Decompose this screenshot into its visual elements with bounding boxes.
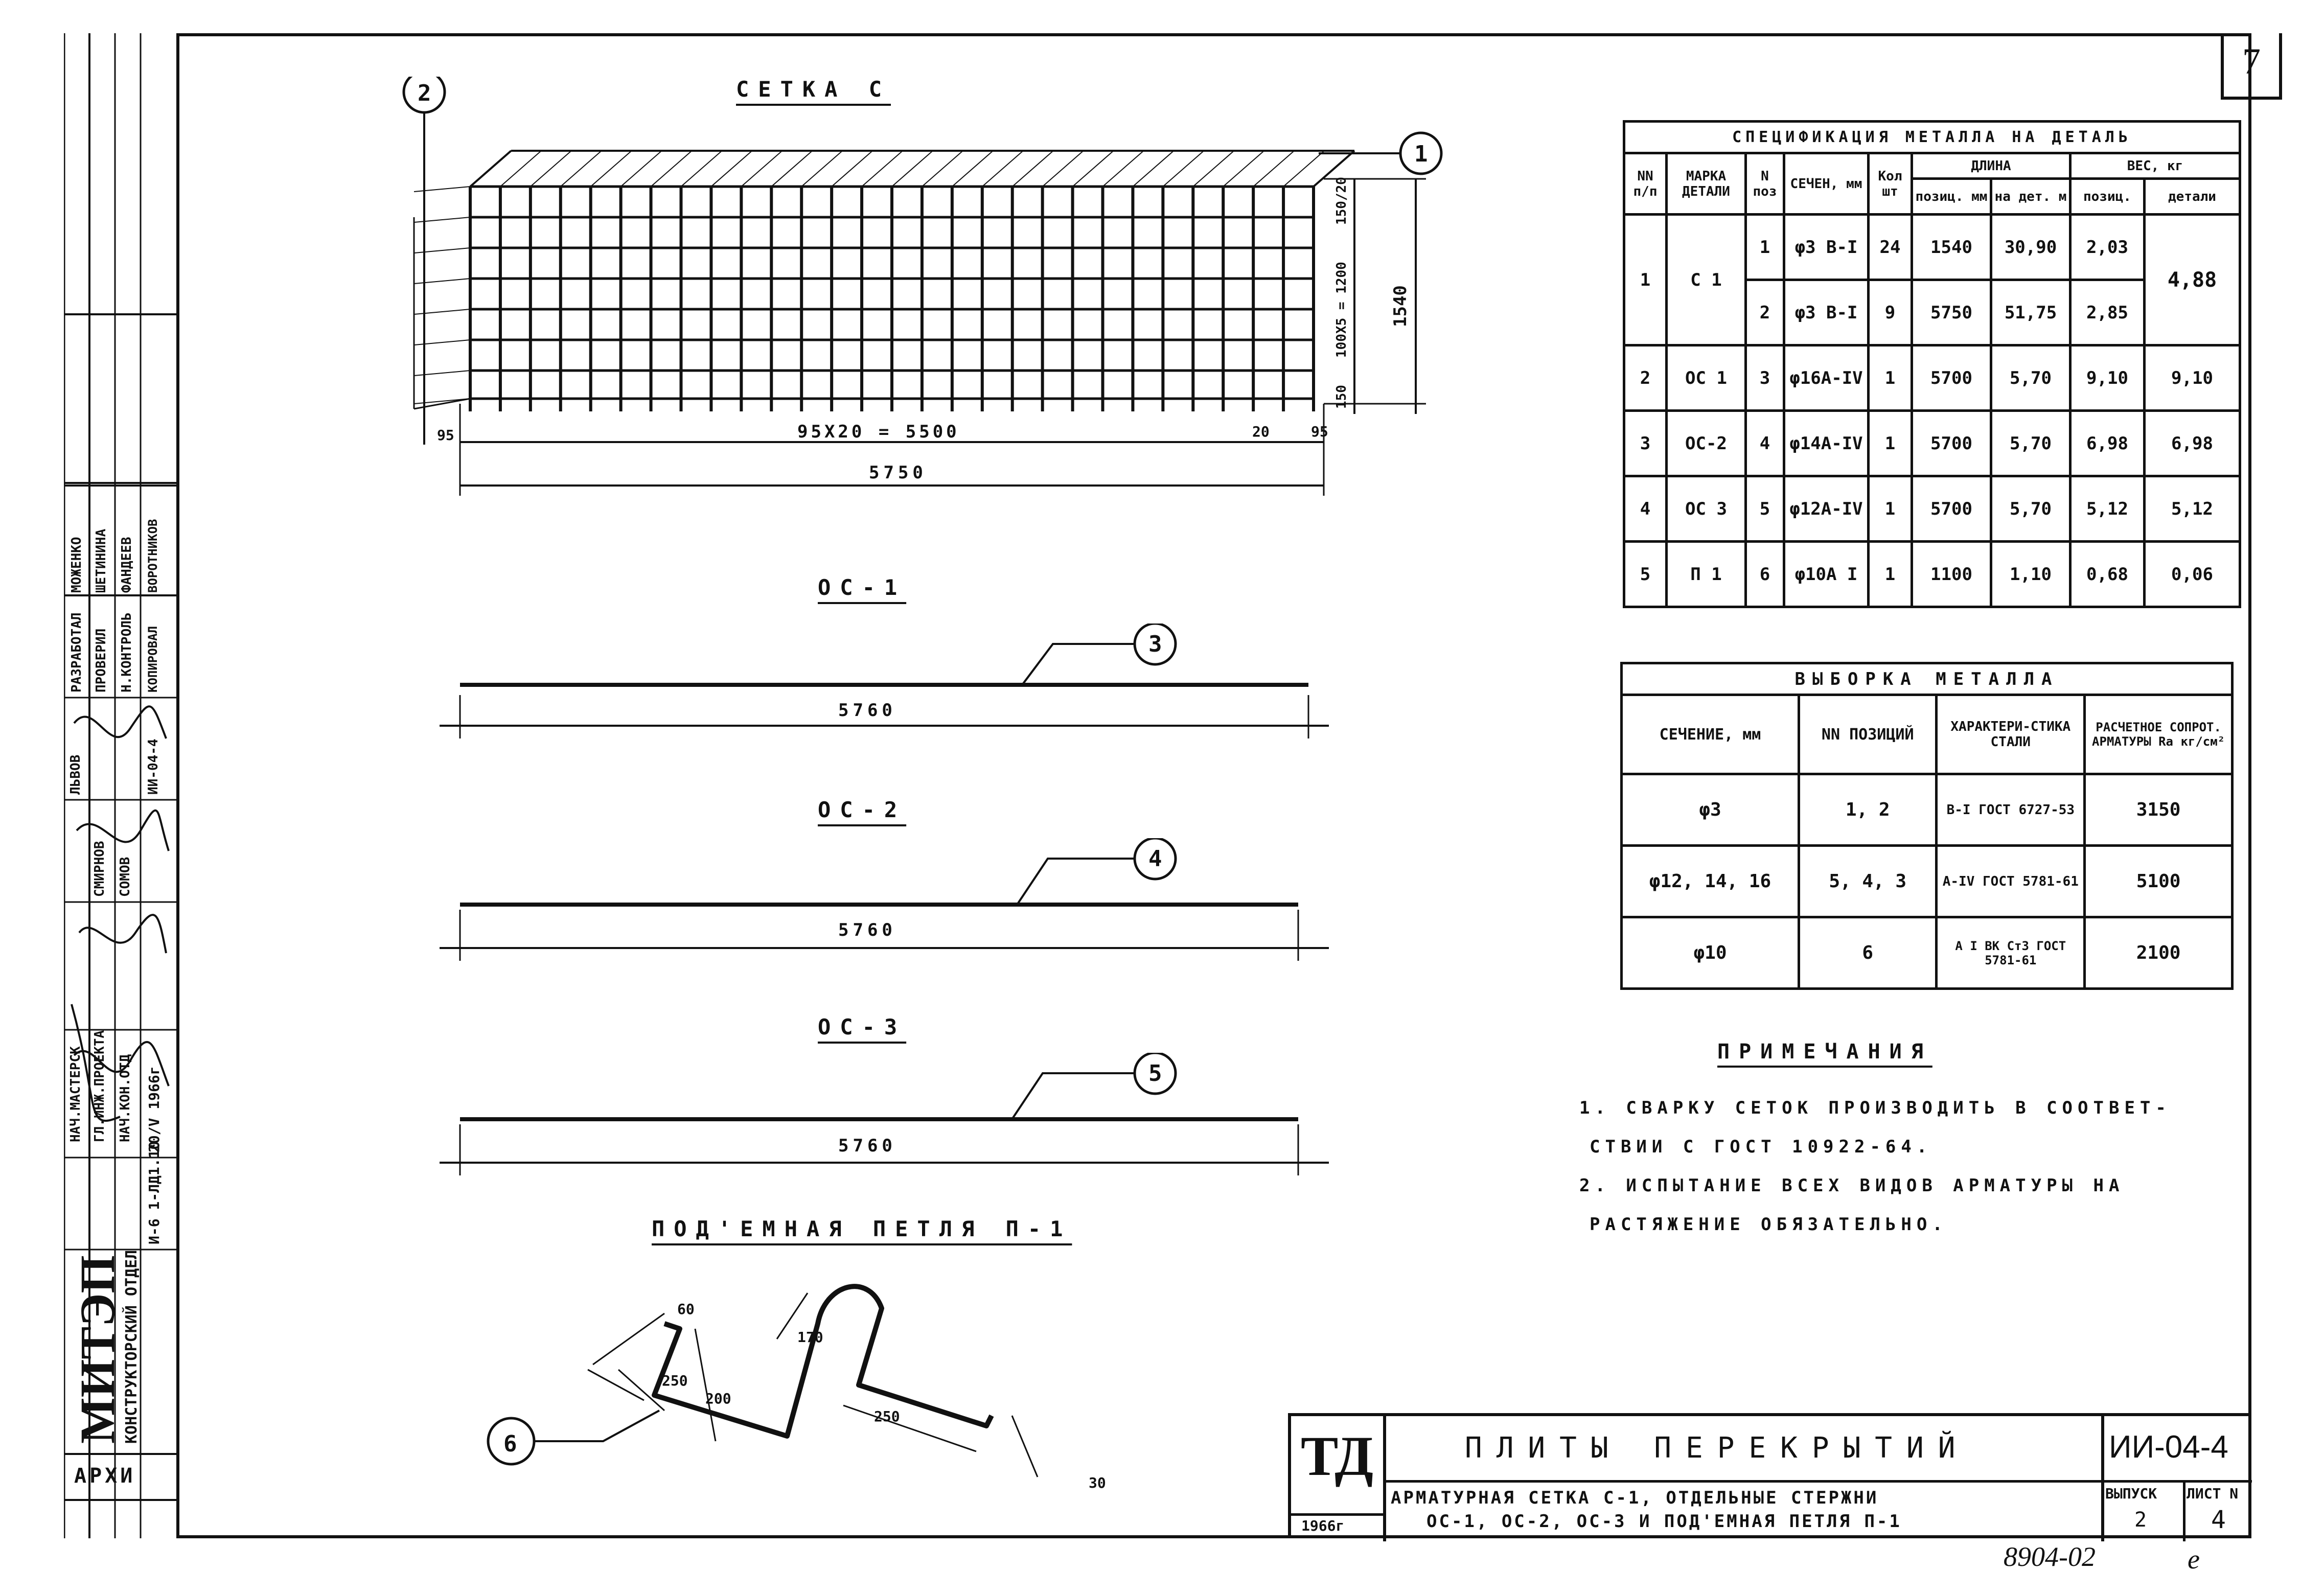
spec-h-pos: N поз (1746, 153, 1784, 215)
loop-dim-250b: 250 (874, 1408, 900, 1425)
sheet-number-box (2221, 33, 2282, 100)
mesh-wire (621, 151, 662, 187)
mesh-dim-right-top: 150/20 (1334, 177, 1349, 225)
bar-os1-title: ОС-1 (818, 575, 907, 600)
mesh-wire (1253, 151, 1294, 187)
mesh-wire (561, 151, 602, 187)
loop-dim-200: 200 (705, 1390, 731, 1407)
spec-cell-qty: 1 (1869, 476, 1912, 542)
handwritten-number: 8904-02 (2004, 1541, 2096, 1572)
spec-h-section: СЕЧЕН, мм (1784, 153, 1869, 215)
spec-cell-qty: 1 (1869, 542, 1912, 607)
mesh-wire (711, 151, 752, 187)
spec-cell-w-det: 0,06 (2145, 542, 2240, 607)
sample-cell-steel: В-I ГОСТ 6727-53 (1937, 774, 2085, 846)
mesh-dim-right-total: 1540 (1390, 285, 1411, 327)
loop-dim-170: 170 (797, 1329, 823, 1346)
sample-cell-steel: А I ВК Ст3 ГОСТ 5781-61 (1937, 917, 2085, 989)
mesh-wire (1103, 151, 1144, 187)
sample-cell-section: φ10 (1622, 917, 1799, 989)
mesh-wire (414, 371, 470, 376)
stamp-name-5: ФАНДЕЕВ (119, 537, 134, 593)
mesh-wire (414, 217, 470, 222)
spec-cell-section: φ3 В-I (1784, 215, 1869, 280)
mesh-wire (681, 151, 722, 187)
spec-h-len-det: на дет. м (1991, 179, 2070, 215)
sample-row-3 (1622, 917, 2233, 989)
bar-os2-callout: 4 (1148, 846, 1162, 872)
sample-table-title: ВЫБОРКА МЕТАЛЛА (1622, 663, 2233, 695)
title-main: ПЛИТЫ ПЕРЕКРЫТИЙ (1465, 1431, 1970, 1465)
mesh-wire (741, 151, 782, 187)
spec-cell-w-det: 4,88 (2145, 215, 2240, 345)
spec-cell-pos: 1 (1746, 215, 1784, 280)
stamp-name-0: ЛЬВОВ (68, 754, 83, 795)
spec-cell-w-pos: 6,98 (2070, 411, 2145, 476)
stamp-role-4: ПРОВЕРИЛ (94, 628, 109, 692)
spec-cell-pos: 3 (1746, 345, 1784, 411)
stamp-role-5: Н.КОНТРОЛЬ (119, 612, 134, 692)
sample-cell-positions: 1, 2 (1799, 774, 1937, 846)
spec-cell-len-det: 5,70 (1991, 476, 2070, 542)
spec-cell-mark: ОС 1 (1667, 345, 1746, 411)
spec-cell-w-pos: 9,10 (2070, 345, 2145, 411)
spec-table (1623, 120, 2241, 608)
loop-dim-60: 60 (677, 1301, 695, 1318)
mesh-wire (1163, 151, 1204, 187)
title-block (1288, 1413, 2249, 1538)
stamp-role-0: НАЧ.МАСТЕРСК (68, 1046, 83, 1142)
mesh-wire (1043, 151, 1084, 187)
spec-cell-nn: 5 (1624, 542, 1667, 607)
spec-row-4 (1624, 476, 2240, 542)
title-subtitle-2: ОС-1, ОС-2, ОС-3 И ПОД'ЕМНАЯ ПЕТЛЯ П-1 (1426, 1511, 1902, 1532)
mesh-wire (651, 151, 692, 187)
spec-cell-w-pos: 5,12 (2070, 476, 2145, 542)
title-code: ИИ-04-4 (2109, 1429, 2228, 1465)
spec-cell-qty: 1 (1869, 411, 1912, 476)
spec-h-w-det: детали (2145, 179, 2240, 215)
mesh-wire (801, 151, 842, 187)
stamp-name-6: ВОРОТНИКОВ (146, 519, 160, 593)
title-sheet-label: ЛИСТ N (2187, 1485, 2239, 1502)
bar-os1-drawing (440, 623, 1329, 741)
mesh-wire (982, 151, 1023, 187)
sample-cell-section: φ12, 14, 16 (1622, 846, 1799, 917)
spec-cell-len-det: 5,70 (1991, 345, 2070, 411)
callout-1-label: 1 (1414, 141, 1428, 167)
spec-h-length: ДЛИНА (1912, 153, 2070, 179)
stamp-code: И-6 1-ЛД1.10 (146, 1141, 163, 1244)
bar-os3-callout: 5 (1148, 1060, 1162, 1087)
spec-cell-pos: 5 (1746, 476, 1784, 542)
spec-cell-section: φ3 В-I (1784, 280, 1869, 345)
spec-cell-len-pos: 1540 (1912, 215, 1991, 280)
sample-cell-positions: 6 (1799, 917, 1937, 989)
bar-os2-drawing (440, 838, 1329, 966)
sample-table (1620, 662, 2234, 990)
stamp-role-1: ГЛ.ИНЖ.ПРОЕКТА (92, 1030, 107, 1142)
note-line-2: СТВИИ С ГОСТ 10922-64. (1590, 1137, 1932, 1157)
sample-row-2 (1622, 846, 2233, 917)
title-subtitle-1: АРМАТУРНАЯ СЕТКА С-1, ОТДЕЛЬНЫЕ СТЕРЖНИ (1391, 1488, 1879, 1508)
sample-h-positions: NN ПОЗИЦИЙ (1799, 695, 1937, 774)
loop-drawing (450, 1252, 1165, 1528)
mesh-wire (892, 151, 933, 187)
mesh-wire (1193, 151, 1234, 187)
spec-cell-len-pos: 5750 (1912, 280, 1991, 345)
spec-h-mark: МАРКА ДЕТАЛИ (1667, 153, 1746, 215)
loop-title: ПОД'ЕМНАЯ ПЕТЛЯ П-1 (652, 1216, 1072, 1241)
bar-os1-length: 5760 (838, 700, 896, 721)
mesh-wire (591, 151, 632, 187)
notes-list (1579, 1089, 2171, 1244)
spec-h-weight: ВЕС, кг (2070, 153, 2240, 179)
handwritten-letter: е (2188, 1544, 2200, 1575)
spec-cell-mark: ОС 3 (1667, 476, 1746, 542)
spec-cell-pos: 4 (1746, 411, 1784, 476)
sample-cell-resist: 2100 (2085, 917, 2233, 989)
spec-cell-nn: 2 (1624, 345, 1667, 411)
mesh-dim-right-bottom: 150 (1334, 385, 1349, 409)
mesh-dim-right-mid: 100Х5 = 1200 (1334, 262, 1349, 358)
stamp-name-1: СМИРНОВ (92, 841, 107, 897)
sample-h-resist: РАСЧЕТНОЕ СОПРОТ. АРМАТУРЫ Ra кг/см² (2085, 695, 2233, 774)
left-stamp (64, 33, 176, 1538)
sample-cell-steel: А-IV ГОСТ 5781-61 (1937, 846, 2085, 917)
stamp-sheet-ref: ИИ-04-4 (146, 738, 161, 795)
note-line-1: 1. СВАРКУ СЕТОК ПРОИЗВОДИТЬ В СООТВЕТ- (1579, 1098, 2171, 1118)
mesh-dim-total: 5750 (869, 463, 927, 483)
title-issue: 2 (2134, 1508, 2147, 1532)
spec-cell-nn: 4 (1624, 476, 1667, 542)
loop-dim-250a: 250 (662, 1372, 688, 1389)
sample-cell-resist: 3150 (2085, 774, 2233, 846)
stamp-name-4: ШЕТИНИНА (94, 528, 109, 593)
bar-os2-length: 5760 (838, 920, 896, 940)
spec-cell-nn: 1 (1624, 215, 1667, 345)
spec-h-w-pos: позиц. (2070, 179, 2145, 215)
title-logo: ТД (1300, 1425, 1374, 1487)
spec-cell-section: φ16А-IV (1784, 345, 1869, 411)
mesh-wire (1223, 151, 1264, 187)
title-sheet: 4 (2211, 1506, 2226, 1534)
spec-table-title: СПЕЦИФИКАЦИЯ МЕТАЛЛА НА ДЕТАЛЬ (1624, 122, 2240, 153)
title-issue-label: ВЫПУСК (2105, 1485, 2157, 1502)
mesh-wire (414, 187, 470, 192)
spec-cell-len-pos: 5700 (1912, 476, 1991, 542)
stamp-name-3: МОЖЕНКО (69, 537, 84, 593)
loop-callout: 6 (503, 1431, 517, 1457)
mesh-wire (862, 151, 903, 187)
sample-cell-section: φ3 (1622, 774, 1799, 846)
sample-row-1 (1622, 774, 2233, 846)
spec-cell-len-det: 30,90 (1991, 215, 2070, 280)
mesh-title: СЕТКА С (736, 77, 891, 102)
stamp-org: МИТЭП (70, 1255, 125, 1444)
mesh-dim-left-small: 95 (437, 427, 454, 444)
spec-h-nn: NN п/п (1624, 153, 1667, 215)
sheet-number: 7 (2242, 41, 2261, 82)
spec-cell-w-det: 9,10 (2145, 345, 2240, 411)
spec-cell-len-pos: 1100 (1912, 542, 1991, 607)
bar-os3-title: ОС-3 (818, 1014, 907, 1039)
note-line-4: РАСТЯЖЕНИЕ ОБЯЗАТЕЛЬНО. (1590, 1214, 1948, 1235)
bar-os3-length: 5760 (838, 1136, 896, 1156)
bar-os1-callout: 3 (1148, 631, 1162, 657)
spec-cell-w-pos: 2,03 (2070, 215, 2145, 280)
spec-cell-len-det: 51,75 (1991, 280, 2070, 345)
loop-dim-30: 30 (1089, 1474, 1106, 1491)
mesh-wire (531, 151, 571, 187)
spec-cell-pos: 2 (1746, 280, 1784, 345)
mesh-dim-right-small2: 95 (1311, 423, 1328, 440)
spec-h-qty: Кол шт (1869, 153, 1912, 215)
stamp-role-2: НАЧ.КОН.ОТД (118, 1054, 133, 1142)
sample-h-steel: ХАРАКТЕРИ-СТИКА СТАЛИ (1937, 695, 2085, 774)
mesh-dim-inner: 95Х20 = 5500 (797, 422, 960, 442)
spec-cell-mark: П 1 (1667, 542, 1746, 607)
mesh-wire (1073, 151, 1114, 187)
bar-os3-drawing (440, 1053, 1329, 1181)
sample-cell-resist: 5100 (2085, 846, 2233, 917)
mesh-wire (771, 151, 812, 187)
spec-cell-len-det: 1,10 (1991, 542, 2070, 607)
mesh-wire (922, 151, 963, 187)
sample-cell-positions: 5, 4, 3 (1799, 846, 1937, 917)
spec-row-2 (1624, 345, 2240, 411)
stamp-dept: КОНСТРУКТОРСКИЙ ОТДЕЛ (123, 1250, 141, 1444)
mesh-wire (1133, 151, 1173, 187)
spec-cell-w-pos: 2,85 (2070, 280, 2145, 345)
mesh-wire (414, 309, 470, 314)
mesh-wire (1013, 151, 1053, 187)
spec-cell-len-det: 5,70 (1991, 411, 2070, 476)
spec-cell-w-det: 6,98 (2145, 411, 2240, 476)
bar-os2-title: ОС-2 (818, 797, 907, 822)
stamp-role-3: РАЗРАБОТАЛ (69, 612, 84, 692)
mesh-wire (414, 248, 470, 253)
mesh-wire (414, 340, 470, 345)
mesh-wire (414, 279, 470, 284)
spec-cell-qty: 9 (1869, 280, 1912, 345)
mesh-wire (414, 399, 470, 409)
spec-row-5 (1624, 542, 2240, 607)
stamp-archive: АРХИ (74, 1464, 136, 1488)
mesh-wire (832, 151, 872, 187)
sample-h-section: СЕЧЕНИЕ, мм (1622, 695, 1799, 774)
stamp-name-2: СОМОВ (118, 857, 133, 897)
stamp-role-6: КОПИРОВАЛ (146, 626, 160, 692)
mesh-wire (470, 151, 511, 187)
callout-2-label: 2 (418, 80, 431, 106)
notes-title: ПРИМЕЧАНИЯ (1717, 1040, 1932, 1064)
spec-cell-mark: ОС-2 (1667, 411, 1746, 476)
spec-row-1 (1624, 215, 2240, 280)
spec-cell-len-pos: 5700 (1912, 411, 1991, 476)
spec-cell-pos: 6 (1746, 542, 1784, 607)
title-year: 1966г (1301, 1517, 1345, 1534)
spec-cell-w-pos: 0,68 (2070, 542, 2145, 607)
spec-cell-nn: 3 (1624, 411, 1667, 476)
spec-cell-section: φ10А I (1784, 542, 1869, 607)
spec-cell-mark: С 1 (1667, 215, 1746, 345)
mesh-drawing (388, 77, 1487, 516)
spec-row-3 (1624, 411, 2240, 476)
note-line-3: 2. ИСПЫТАНИЕ ВСЕХ ВИДОВ АРМАТУРЫ НА (1579, 1175, 2125, 1196)
spec-h-len-pos: позиц. мм (1912, 179, 1991, 215)
spec-cell-section: φ14А-IV (1784, 411, 1869, 476)
spec-cell-qty: 1 (1869, 345, 1912, 411)
stamp-date: 20/V 1966г (146, 1066, 163, 1152)
mesh-wire (952, 151, 993, 187)
spec-cell-qty: 24 (1869, 215, 1912, 280)
mesh-dim-right-small1: 20 (1252, 423, 1270, 440)
spec-cell-w-det: 5,12 (2145, 476, 2240, 542)
spec-cell-section: φ12А-IV (1784, 476, 1869, 542)
spec-cell-len-pos: 5700 (1912, 345, 1991, 411)
